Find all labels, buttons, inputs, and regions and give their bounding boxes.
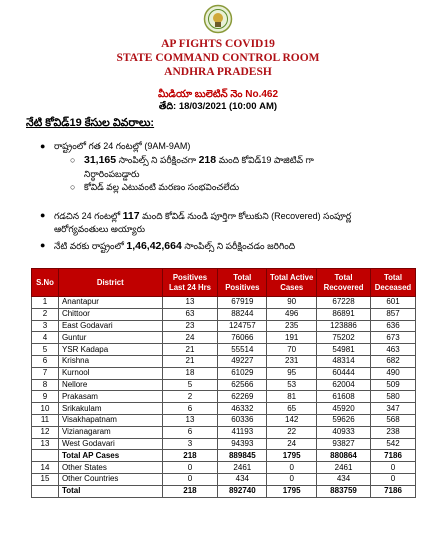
recovered-count: 117	[122, 210, 140, 222]
point-2	[54, 210, 351, 224]
value-cell: 22	[267, 426, 317, 438]
value-cell: 93827	[317, 438, 371, 450]
district-cell: Chittoor	[58, 308, 162, 320]
value-cell: 24	[162, 332, 218, 344]
value-cell: 0	[370, 462, 415, 474]
value-cell: 509	[370, 379, 415, 391]
value-cell: 62269	[218, 391, 267, 403]
value-cell: 18	[162, 367, 218, 379]
value-cell: 880864	[317, 450, 371, 462]
value-cell: 2461	[218, 462, 267, 474]
value-cell: 5	[162, 379, 218, 391]
value-cell: 60444	[317, 367, 371, 379]
district-cell: Srikakulam	[58, 403, 162, 415]
value-cell: 1795	[267, 485, 317, 497]
total-samples: 1,46,42,664	[126, 240, 182, 252]
value-cell: 70	[267, 344, 317, 356]
table-row	[32, 473, 416, 485]
value-cell: 21	[162, 344, 218, 356]
value-cell: 2	[32, 308, 59, 320]
table-row	[32, 438, 416, 450]
value-cell: 48314	[317, 355, 371, 367]
table-row	[32, 391, 416, 403]
value-cell: 41193	[218, 426, 267, 438]
value-cell: 61608	[317, 391, 371, 403]
col-header: Positives Last 24 Hrs	[162, 269, 218, 297]
value-cell: 1795	[267, 450, 317, 462]
table-row	[32, 379, 416, 391]
value-cell: 673	[370, 332, 415, 344]
table-row	[32, 462, 416, 474]
value-cell: 3	[32, 320, 59, 332]
value-cell: 7186	[370, 485, 415, 497]
bullet-circle-icon: ○	[70, 155, 76, 165]
value-cell: 0	[267, 462, 317, 474]
value-cell: 88244	[218, 308, 267, 320]
table-total-row	[32, 450, 416, 462]
district-cell: Prakasam	[58, 391, 162, 403]
bulletin-date	[0, 101, 436, 114]
value-cell: 67919	[218, 297, 267, 309]
district-cell: Nellore	[58, 379, 162, 391]
value-cell: 601	[370, 297, 415, 309]
value-cell	[32, 450, 59, 462]
point-3-text2: సాంపిల్స్ ని పరీక్షించడం జరిగింది	[181, 241, 296, 251]
district-cell: Other States	[58, 462, 162, 474]
value-cell: 53	[267, 379, 317, 391]
bullet-icon: ●	[40, 240, 46, 250]
value-cell: 238	[370, 426, 415, 438]
district-cell: Visakhapatnam	[58, 414, 162, 426]
header-line1: AP FIGHTS COVID19	[161, 38, 275, 50]
value-cell: 14	[32, 462, 59, 474]
table-row	[32, 308, 416, 320]
col-header: Total Deceased	[370, 269, 415, 297]
point-1a-text: సాంపిల్స్ ని పరీక్షించగా	[116, 155, 199, 165]
col-header: Total Positives	[218, 269, 267, 297]
value-cell: 59626	[317, 414, 371, 426]
district-cell: Other Countries	[58, 473, 162, 485]
table-row	[32, 367, 416, 379]
value-cell: 2	[162, 391, 218, 403]
value-cell: 1	[32, 297, 59, 309]
value-cell: 580	[370, 391, 415, 403]
value-cell: 62004	[317, 379, 371, 391]
value-cell: 3	[162, 438, 218, 450]
bulletin-number: మీడియా బులెటిన్ నెం No.462	[157, 89, 279, 100]
value-cell: 218	[162, 450, 218, 462]
point-2-cont: ఆరోగ్యవంతులు అయ్యారు	[54, 224, 146, 234]
district-cell: YSR Kadapa	[58, 344, 162, 356]
value-cell: 347	[370, 403, 415, 415]
date-value: 18/03/2021 (10:00 AM)	[178, 101, 278, 112]
value-cell: 90	[267, 297, 317, 309]
value-cell: 0	[370, 473, 415, 485]
value-cell: 46332	[218, 403, 267, 415]
point-2-text2: మంది కోవిడ్ నుండి పూర్తిగా కోలుకుని (Recovered) సంపూర్ణ	[139, 211, 352, 221]
table-row	[32, 426, 416, 438]
table-row	[32, 344, 416, 356]
district-cell: East Godavari	[58, 320, 162, 332]
value-cell: 124757	[218, 320, 267, 332]
table-row	[32, 297, 416, 309]
value-cell: 11	[32, 414, 59, 426]
value-cell: 6	[162, 403, 218, 415]
value-cell: 13	[32, 438, 59, 450]
value-cell: 0	[162, 462, 218, 474]
district-cell: Krishna	[58, 355, 162, 367]
point-1a	[84, 154, 314, 168]
district-cell: Guntur	[58, 332, 162, 344]
value-cell: 496	[267, 308, 317, 320]
point-1a-cont: నిర్ధారింపబడ్డారు	[84, 169, 140, 179]
col-header: District	[58, 269, 162, 297]
table-row	[32, 320, 416, 332]
bullet-icon: ●	[40, 141, 46, 151]
point-1a-text2: మంది కోవిడ్19 పాజిటివ్ గా	[216, 155, 314, 165]
value-cell: 76066	[218, 332, 267, 344]
value-cell: 5	[32, 344, 59, 356]
district-cell: Vizianagaram	[58, 426, 162, 438]
value-cell: 62566	[218, 379, 267, 391]
value-cell: 13	[162, 297, 218, 309]
value-cell: 86891	[317, 308, 371, 320]
value-cell: 0	[267, 473, 317, 485]
value-cell: 75202	[317, 332, 371, 344]
value-cell: 490	[370, 367, 415, 379]
value-cell: 6	[162, 426, 218, 438]
point-1b: కోవిడ్ వల్ల ఎటువంటి మరణం సంభవించలేదు	[84, 182, 240, 192]
value-cell: 81	[267, 391, 317, 403]
value-cell: 123886	[317, 320, 371, 332]
value-cell: 2461	[317, 462, 371, 474]
col-header: S.No	[32, 269, 59, 297]
value-cell: 8	[32, 379, 59, 391]
value-cell: 231	[267, 355, 317, 367]
positive-count: 218	[198, 154, 217, 166]
value-cell: 4	[32, 332, 59, 344]
table-row	[32, 403, 416, 415]
value-cell: 12	[32, 426, 59, 438]
table-row	[32, 414, 416, 426]
value-cell: 235	[267, 320, 317, 332]
value-cell: 889845	[218, 450, 267, 462]
ap-emblem-icon	[203, 4, 233, 34]
table-header-row	[32, 269, 416, 297]
value-cell: 142	[267, 414, 317, 426]
value-cell: 542	[370, 438, 415, 450]
value-cell: 10	[32, 403, 59, 415]
value-cell: 0	[162, 473, 218, 485]
value-cell: 857	[370, 308, 415, 320]
col-header: Total Active Cases	[267, 269, 317, 297]
value-cell: 67228	[317, 297, 371, 309]
value-cell: 55514	[218, 344, 267, 356]
value-cell: 23	[162, 320, 218, 332]
value-cell: 7	[32, 367, 59, 379]
samples-count: 31,165	[84, 154, 117, 166]
value-cell: 61029	[218, 367, 267, 379]
value-cell: 24	[267, 438, 317, 450]
value-cell: 682	[370, 355, 415, 367]
value-cell: 9	[32, 391, 59, 403]
point-2-text: గడచిన 24 గంటల్లో	[54, 211, 123, 221]
district-cases-table	[31, 268, 416, 498]
value-cell: 13	[162, 414, 218, 426]
value-cell: 54981	[317, 344, 371, 356]
district-cell: Total AP Cases	[58, 450, 162, 462]
district-cell: Anantapur	[58, 297, 162, 309]
district-cell: Total	[58, 485, 162, 497]
value-cell: 7186	[370, 450, 415, 462]
point-1: రాష్ట్రంలో గత 24 గంటల్లో (9AM-9AM)	[54, 141, 191, 151]
value-cell: 15	[32, 473, 59, 485]
value-cell: 636	[370, 320, 415, 332]
value-cell: 218	[162, 485, 218, 497]
point-3	[54, 240, 295, 254]
value-cell: 434	[317, 473, 371, 485]
table-row	[32, 332, 416, 344]
value-cell: 95	[267, 367, 317, 379]
page-subtitle: నేటి కోవిడ్19 కేసుల వివరాలు:	[26, 117, 155, 129]
district-cell: Kurnool	[58, 367, 162, 379]
value-cell: 63	[162, 308, 218, 320]
value-cell: 45920	[317, 403, 371, 415]
value-cell: 191	[267, 332, 317, 344]
value-cell: 892740	[218, 485, 267, 497]
district-cell: West Godavari	[58, 438, 162, 450]
value-cell: 65	[267, 403, 317, 415]
bullet-circle-icon: ○	[70, 182, 76, 192]
table-total-row	[32, 485, 416, 497]
value-cell: 49227	[218, 355, 267, 367]
value-cell: 94393	[218, 438, 267, 450]
bullet-icon: ●	[40, 210, 46, 220]
value-cell: 40933	[317, 426, 371, 438]
value-cell: 434	[218, 473, 267, 485]
table-row	[32, 355, 416, 367]
value-cell: 60336	[218, 414, 267, 426]
value-cell: 6	[32, 355, 59, 367]
value-cell: 568	[370, 414, 415, 426]
date-label: తేది:	[158, 101, 179, 112]
header-line2: STATE COMMAND CONTROL ROOM	[116, 52, 320, 64]
header-line3: ANDHRA PRADESH	[164, 66, 272, 78]
col-header: Total Recovered	[317, 269, 371, 297]
value-cell: 463	[370, 344, 415, 356]
value-cell	[32, 485, 59, 497]
value-cell: 21	[162, 355, 218, 367]
value-cell: 883759	[317, 485, 371, 497]
point-3-text: నేటి వరకు రాష్ట్రంలో	[54, 241, 127, 251]
